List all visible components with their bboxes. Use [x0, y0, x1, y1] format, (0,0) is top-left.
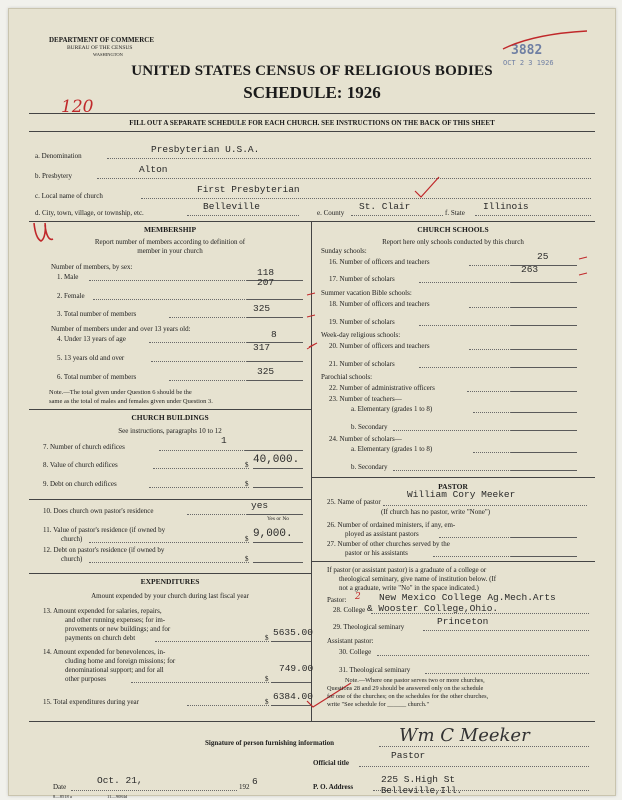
q1-value: 118	[257, 267, 275, 278]
q24a-label: a. Elementary (grades 1 to 8)	[351, 445, 433, 453]
q16-value: 25	[537, 251, 549, 262]
pastor-heading: PASTOR	[438, 482, 468, 491]
q28-label: 28. College	[333, 606, 366, 614]
q28-value-2: & Wooster College,Ohio.	[367, 603, 499, 614]
year-prefix: 192	[239, 783, 250, 791]
q5-value: 317	[253, 342, 271, 353]
parochial-label: Parochial schools:	[321, 373, 373, 381]
q31-label: 31. Theological seminary	[339, 666, 411, 674]
print-number: 11—9084d	[107, 794, 128, 799]
assistant-pastor-label: Assistant pastor:	[327, 637, 374, 645]
membership-note-2: same as the total of males and females given under Question 3.	[49, 398, 213, 405]
city-label: WASHINGTON	[93, 52, 123, 57]
yes-no-hint: Yes or No	[267, 516, 290, 522]
q16-label: 16. Number of officers and teachers	[329, 258, 430, 266]
q4-value: 8	[271, 329, 277, 340]
membership-heading: MEMBERSHIP	[143, 225, 197, 234]
q15-dollar: $	[265, 698, 269, 706]
state-value: Illinois	[483, 201, 529, 212]
expenditures-heading: EXPENDITURES	[140, 577, 200, 586]
membership-intro-1: Report number of members according to definition of	[94, 238, 246, 246]
address-line-2: Belleville,Ill.	[381, 786, 463, 796]
form-title: UNITED STATES CENSUS OF RELIGIOUS BODIES	[131, 63, 493, 79]
q1-label: 1. Male	[57, 273, 79, 281]
expenditures-sub: Amount expended by your church during last fiscal year	[91, 592, 249, 600]
q5-label: 5. 13 years old and over	[57, 354, 125, 362]
q19-label: 19. Number of scholars	[329, 318, 395, 326]
membership-intro-2: member in your church	[137, 247, 203, 255]
q12-dollar: $	[245, 555, 249, 563]
form-subtitle: SCHEDULE: 1926	[243, 83, 381, 102]
bureau-label: BUREAU OF THE CENSUS	[67, 45, 133, 51]
q14-label-3: denominational support; and for all	[65, 666, 164, 674]
q7-value: 1	[221, 435, 227, 446]
weekday-label: Week-day religious schools:	[321, 331, 401, 339]
q14-label-1: 14. Amount expended for benevolences, in-	[43, 648, 166, 656]
red-mark-28: 2	[355, 592, 361, 602]
q22-label: 22. Number of administrative officers	[329, 384, 435, 392]
q18-label: 18. Number of officers and teachers	[329, 300, 430, 308]
buildings-sub: See instructions, paragraphs 10 to 12	[118, 427, 222, 435]
sunday-label: Sunday schools:	[321, 247, 367, 255]
date-label: Date	[53, 783, 67, 791]
q27-label-2: pastor or his assistants	[345, 549, 408, 557]
q11-dollar: $	[245, 535, 249, 543]
q13-label-3: provements or new buildings; and for	[65, 625, 171, 633]
q23a-label: a. Elementary (grades 1 to 8)	[351, 405, 433, 413]
received-stamp-number: 3882	[511, 43, 543, 58]
q2-label: 2. Female	[57, 292, 85, 300]
q12-label-1: 12. Debt on pastor's residence (if owned by	[43, 546, 165, 554]
q27-label-1: 27. Number of other churches served by the	[327, 540, 450, 548]
denomination-label: a. Denomination	[35, 152, 82, 160]
denomination-value: Presbyterian U.S.A.	[151, 144, 260, 155]
buildings-heading: CHURCH BUILDINGS	[131, 413, 209, 422]
q9-dollar: $	[245, 480, 249, 488]
form-number: 8—8518 a	[53, 794, 72, 799]
q24b-label: b. Secondary	[351, 463, 388, 471]
q23b-label: b. Secondary	[351, 423, 388, 431]
signature-label: Signature of person furnishing information	[205, 739, 334, 747]
pastor-note-3: for one of the churches; on the schedules for the other churches,	[327, 693, 489, 700]
q10-value: yes	[251, 500, 269, 511]
q14-value: 749.00	[279, 663, 314, 674]
by-age-label: Number of members under and over 13 years old:	[51, 325, 191, 333]
q7-label: 7. Number of church edifices	[43, 443, 125, 451]
q28-value-1: New Mexico College Ag.Mech.Arts	[379, 592, 556, 603]
red-tick-marks-icon	[577, 249, 597, 283]
address-label: P. O. Address	[313, 783, 354, 791]
by-sex-label: Number of members, by sex:	[51, 263, 133, 271]
q30-label: 30. College	[339, 648, 372, 656]
pastor-note-2: Questions 28 and 29 should be answered only on the schedule	[327, 685, 484, 692]
q8-label: 8. Value of church edifices	[43, 461, 118, 469]
q8-value: 40,000.	[253, 454, 300, 466]
q24-label: 24. Number of scholars—	[329, 435, 402, 443]
q15-value: 6384.00	[273, 691, 313, 702]
year-value: 6	[252, 776, 258, 787]
q3-label: 3. Total number of members	[57, 310, 137, 318]
q26-label-1: 26. Number of ordained ministers, if any, em-	[327, 521, 456, 529]
q12-label-2: church)	[61, 555, 83, 563]
q13-label-1: 13. Amount expended for salaries, repairs,	[43, 607, 162, 615]
official-title-value: Pastor	[391, 750, 426, 761]
presbytery-label: b. Presbytery	[35, 172, 72, 180]
q25-sub: (If church has no pastor, write "None")	[381, 508, 491, 516]
grad-text-3: not a graduate, write "No" in the space indicated.)	[339, 584, 479, 592]
q11-value: 9,000.	[253, 528, 293, 540]
q9-label: 9. Debt on church edifices	[43, 480, 117, 488]
grad-text-2: theological seminary, give name of institution below. (If	[339, 575, 497, 583]
q11-label-2: church)	[61, 535, 83, 543]
hand-number: 120	[61, 97, 94, 117]
q14-dollar: $	[265, 675, 269, 683]
address-line-1: 225 S.High St	[381, 774, 456, 785]
received-stamp-date: OCT 2 3 1926	[503, 59, 554, 67]
summer-label: Summer vacation Bible schools:	[321, 289, 412, 297]
pastor-note-1: Note.—Where one pastor serves two or more churches,	[345, 677, 485, 684]
red-check-icon	[499, 25, 591, 59]
city-field-value: Belleville	[203, 201, 261, 212]
q25-label: 25. Name of pastor	[327, 498, 381, 506]
q29-label: 29. Theological seminary	[333, 623, 405, 631]
q21-label: 21. Number of scholars	[329, 360, 395, 368]
q4-label: 4. Under 13 years of age	[57, 335, 126, 343]
presbytery-value: Alton	[139, 164, 168, 175]
state-label: f. State	[445, 209, 465, 217]
q26-label-2: ployed as assistant pastors	[345, 530, 419, 538]
pastor-note-4: write "See schedule for ______ church."	[327, 701, 430, 708]
q15-label: 15. Total expenditures during year	[43, 698, 139, 706]
q14-label-2: cluding home and foreign missions; for	[65, 657, 176, 665]
schools-intro: Report here only schools conducted by this church	[382, 238, 524, 246]
q25-value: William Cory Meeker	[407, 489, 516, 500]
q6-label: 6. Total number of members	[57, 373, 137, 381]
q8-dollar: $	[245, 461, 249, 469]
q13-dollar: $	[265, 634, 269, 642]
pastor-sub-label: Pastor:	[327, 596, 347, 604]
q17-label: 17. Number of scholars	[329, 275, 395, 283]
county-value: St. Clair	[359, 201, 411, 212]
q17-value: 263	[521, 264, 539, 275]
q23-label: 23. Number of teachers—	[329, 395, 402, 403]
q13-label-2: and other running expenses; for im-	[65, 616, 166, 624]
church-name-label: c. Local name of church	[35, 192, 103, 200]
grad-text-1: If pastor (or assistant pastor) is a graduate of a college or	[327, 566, 487, 574]
date-value: Oct. 21,	[97, 775, 143, 786]
department-label: DEPARTMENT OF COMMERCE	[49, 36, 155, 44]
red-check-icon	[413, 175, 443, 201]
q10-label: 10. Does church own pastor's residence	[43, 507, 154, 515]
church-name-value: First Presbyterian	[197, 184, 300, 195]
schools-heading: CHURCH SCHOOLS	[417, 225, 489, 234]
q13-value: 5635.00	[273, 627, 313, 638]
q2-value: 207	[257, 277, 275, 288]
membership-note-1: Note.—The total given under Question 6 should be the	[49, 389, 192, 396]
county-label: e. County	[317, 209, 345, 217]
city-field-label: d. City, town, village, or township, etc.	[35, 209, 144, 217]
q11-label-1: 11. Value of pastor's residence (if owned by	[43, 526, 166, 534]
q20-label: 20. Number of officers and teachers	[329, 342, 430, 350]
q6-value: 325	[257, 366, 275, 377]
census-form-sheet	[8, 8, 616, 799]
instructions-line: FILL OUT A SEPARATE SCHEDULE FOR EACH CHURCH. SEE INSTRUCTIONS ON THE BACK OF THIS SHEET	[129, 119, 495, 127]
signature-value: Wm C Meeker	[399, 725, 530, 746]
q29-value: Princeton	[437, 616, 489, 627]
q14-label-4: other purposes	[65, 675, 107, 683]
q3-value: 325	[253, 303, 271, 314]
official-title-label: Official title	[313, 759, 349, 767]
q13-label-4: payments on church debt	[65, 634, 136, 642]
